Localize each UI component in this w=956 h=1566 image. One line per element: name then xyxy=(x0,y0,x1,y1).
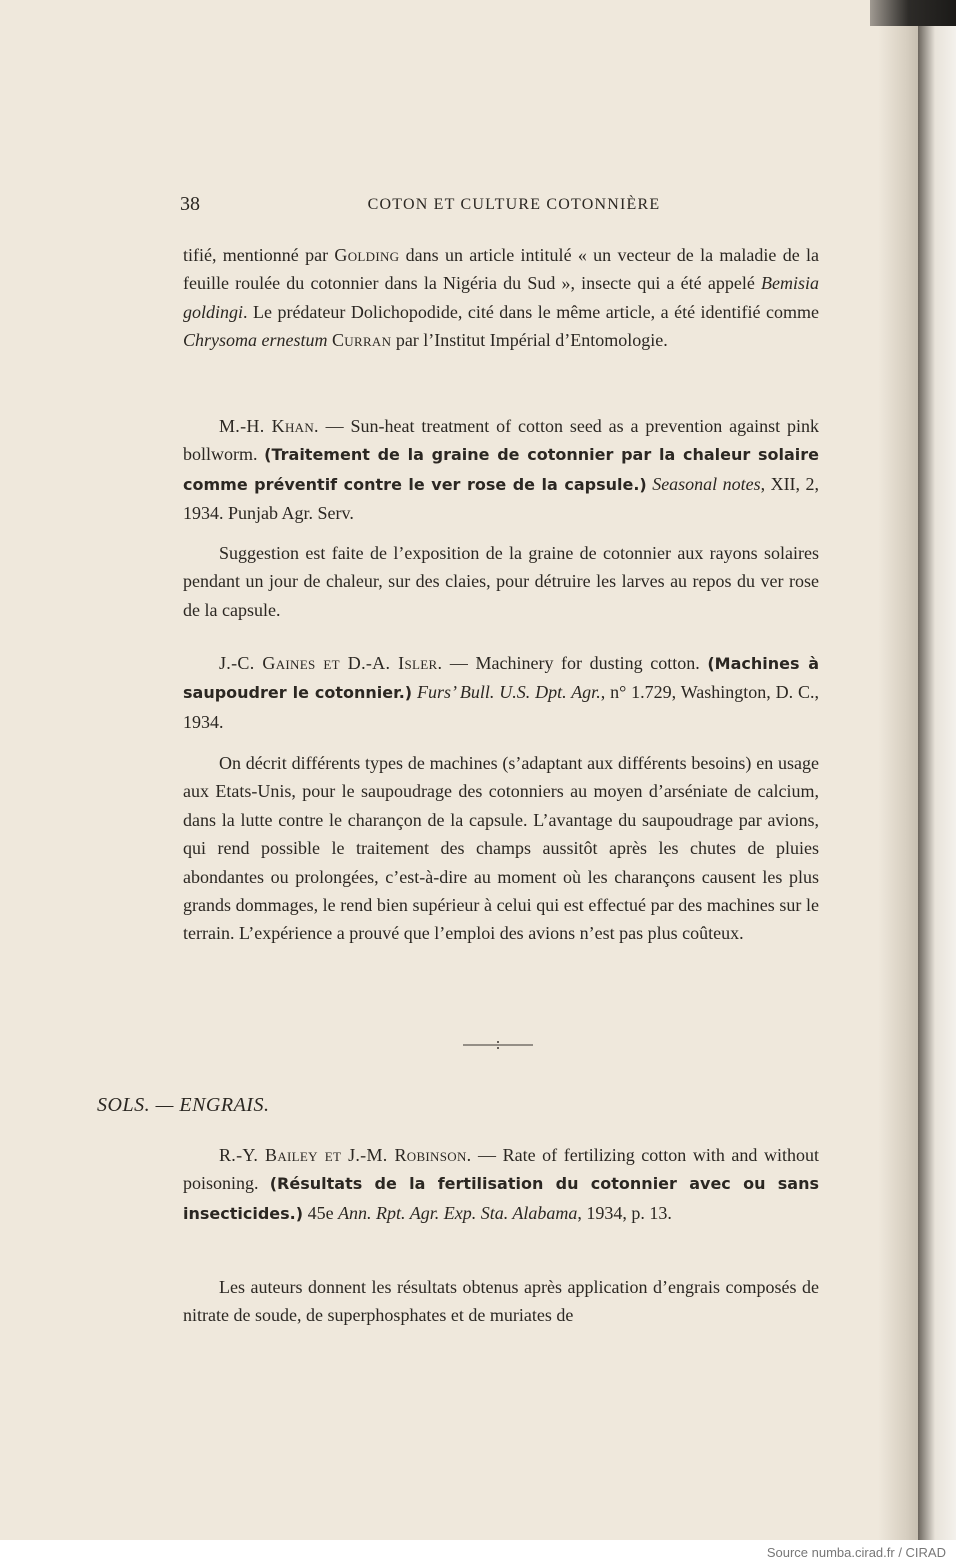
entry-title-fr: (Traitement de la graine de cotonnier par la chaleur solaire comme préventif contre le ver rose de la capsule.) xyxy=(183,445,820,494)
summary-bailey: Les auteurs donnent les résultats obtenus après application d’engrais composés de nitrate de soude, de superphosphates et de muriates de xyxy=(183,1277,819,1326)
running-title: COTON ET CULTURE COTONNIÈRE xyxy=(367,196,661,213)
section-heading: SOLS. — ENGRAIS. xyxy=(97,1094,270,1116)
entry-edition: 45e xyxy=(307,1202,334,1223)
section-divider xyxy=(463,1040,533,1050)
entry-title-fr: (Résultats de la fertilisation du cotonnier avec ou sans insecticides.) xyxy=(183,1174,819,1223)
entry-author: M.-H. Khan. xyxy=(219,416,319,436)
author-curran: Curran xyxy=(332,330,392,351)
page-edge-shadow xyxy=(878,0,918,1540)
species-bemisia: Bemisia goldingi xyxy=(183,273,819,322)
page-number: 38 xyxy=(180,193,200,215)
summary-gaines: On décrit différents types de machines (s’adaptant aux différents besoins) en usage aux Etats-Unis, pour le saupoudrage des cotonniers au moyen d’arséniate de calcium, dans la lutte contre le charançon de la capsule. L’avantage du saupoudrage par avions, qui rend possible le traitement des champs aussitôt après les chutes de pluies abondantes ou prolongées, c’est-à-dire au moment où les charançons causent les plus grands dommages, le rend bien supérieur à celui qui est effectué par des machines sur le terrain. L’expérience a prouvé que l’emploi des avions n’est pas plus coûteux. xyxy=(183,753,819,944)
entry-khan: M.-H. Khan. — Sun-heat treatment of cotton seed as a prevention against pink bollworm. (Traitement de la graine de cotonnier par la chaleur solaire comme préventif contre le ver rose de la capsule.) Seasonal notes, XII, 2, 1934. Punjab Agr. Serv. xyxy=(183,416,820,524)
species-chrysoma: Chrysoma ernestum xyxy=(183,330,328,351)
entry-author: R.-Y. Bailey et J.-M. Robinson. xyxy=(219,1145,472,1165)
entry-bailey: R.-Y. Bailey et J.-M. Robinson. — Rate of fertilizing cotton with and without poisoning. (Résultats de la fertilisation du cotonnier avec ou sans insecticides.) 45e Ann. Rpt. Agr. Exp. Sta. Alabama, 1934, p. 13. xyxy=(183,1145,819,1223)
scan-corner-shadow xyxy=(870,0,956,26)
paragraph-continuation: tifié, mentionné par Golding dans un article intitulé « un vecteur de la maladie de la feuille roulée du cotonnier dans la Nigéria du Sud », insecte qui a été appelé Bemisia goldingi. Le prédateur Dolichopodide, cité dans le même article, a été identifié comme Chrysoma ernestum Curran par l’Institut Impérial d’Entomologie. xyxy=(183,245,819,351)
scan-edge-strip xyxy=(918,0,956,1540)
entry-journal: Seasonal notes xyxy=(652,473,761,494)
entry-title-fr: (Machines à saupoudrer le cotonnier.) xyxy=(183,654,819,703)
summary-khan: Suggestion est faite de l’exposition de la graine de cotonnier aux rayons solaires pendant un jour de chaleur, sur des claies, pour détruire les larves au repos du ver rose de la capsule. xyxy=(183,543,819,620)
author-golding: Golding xyxy=(334,245,400,265)
entry-journal: Furs’ Bull. U.S. Dpt. Agr. xyxy=(417,682,601,703)
entry-gaines: J.-C. Gaines et D.-A. Isler. — Machinery for dusting cotton. (Machines à saupoudrer le cotonnier.) Furs’ Bull. U.S. Dpt. Agr., n° 1.729, Washington, D. C., 1934. xyxy=(183,653,820,732)
entry-author: J.-C. Gaines et D.-A. Isler. xyxy=(219,653,443,673)
entry-journal: Ann. Rpt. Agr. Exp. Sta. Alabama xyxy=(338,1202,578,1223)
source-credit: Source numba.cirad.fr / CIRAD xyxy=(766,1545,946,1560)
page-header xyxy=(180,193,818,223)
